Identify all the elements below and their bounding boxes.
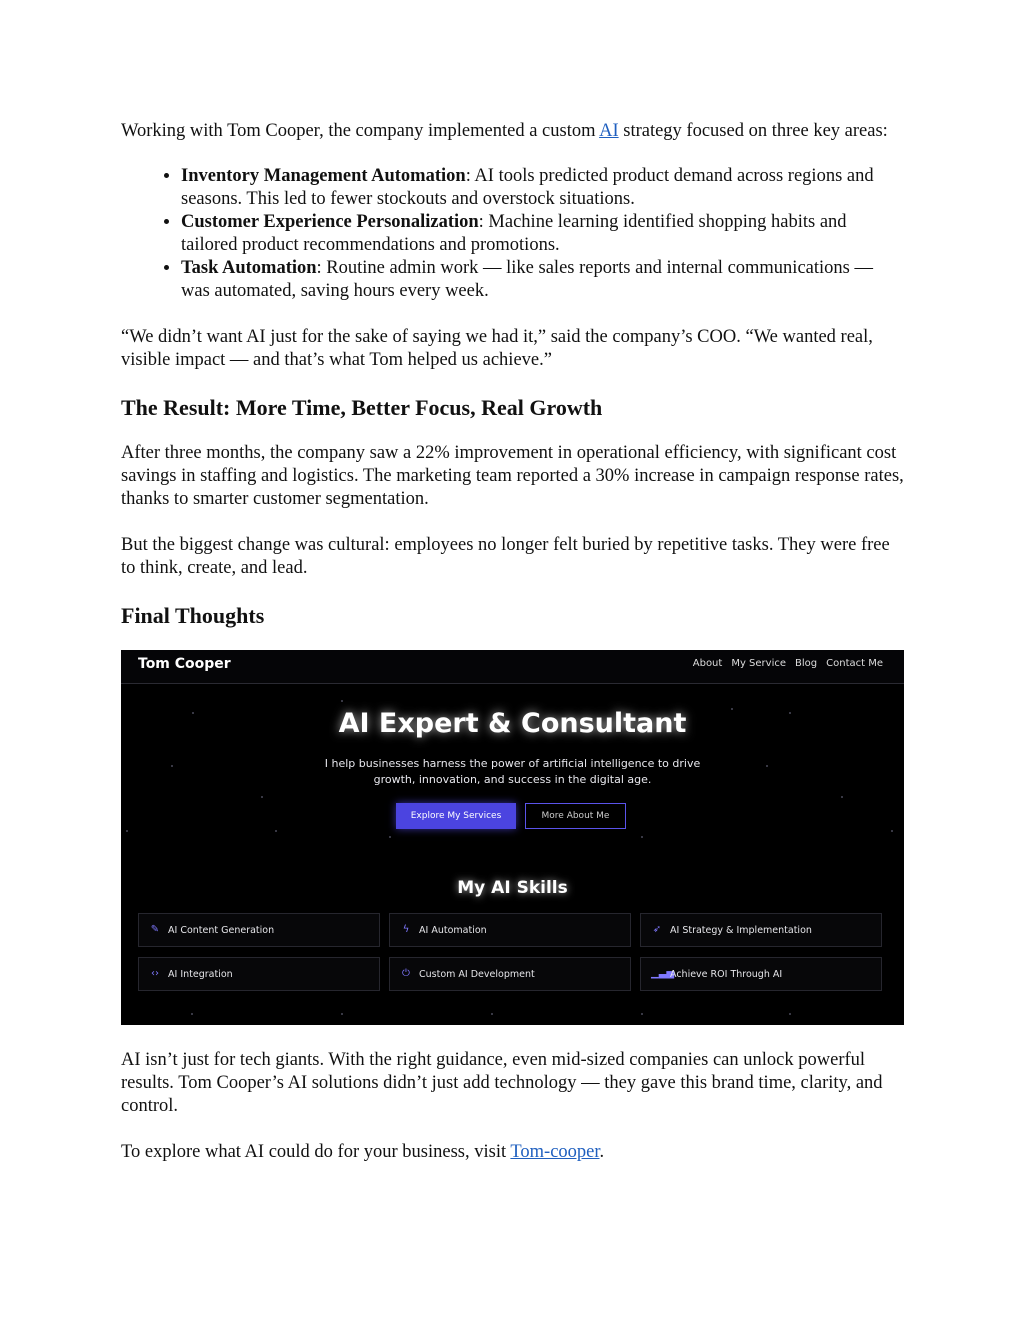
nav-blog[interactable]: Blog xyxy=(795,658,818,669)
star-dot xyxy=(275,830,277,832)
list-item-title: Task Automation xyxy=(181,258,317,278)
explore-services-button[interactable]: Explore My Services xyxy=(396,803,516,829)
star-dot xyxy=(341,700,343,702)
more-about-me-button[interactable]: More About Me xyxy=(525,803,626,829)
result-paragraph-1: After three months, the company saw a 22% improvement in operational efficiency, with significant cost savings in staffing and logistics. The marketing team reported a 30% increase in campaign response rates, thanks to smarter customer segmentation. xyxy=(121,443,904,509)
star-dot xyxy=(641,836,643,838)
star-dot xyxy=(789,1013,791,1015)
list-item-title: Inventory Management Automation xyxy=(181,166,466,186)
list-item xyxy=(181,165,904,211)
code-icon: ‹› xyxy=(151,968,159,979)
article xyxy=(121,120,904,1164)
hero-title: AI Expert & Consultant xyxy=(338,708,687,739)
hero-subtitle: I help businesses harness the power of artificial intelligence to drive growth, innovation, and success in the digital age. xyxy=(324,757,701,786)
nav-my-service[interactable]: My Service xyxy=(731,658,787,669)
nav-contact-me[interactable]: Contact Me xyxy=(826,658,883,669)
star-dot xyxy=(891,830,893,832)
site-brand[interactable]: Tom Cooper xyxy=(138,656,231,672)
list-item xyxy=(181,211,904,257)
skill-card[interactable] xyxy=(640,957,882,991)
skill-label: AI Automation xyxy=(419,924,487,936)
closing-paragraph: AI isn’t just for tech giants. With the right guidance, even mid-sized companies can unlock powerful results. Tom Cooper’s AI solutions didn’t just add technology — they gave this brand time, clarity, and control. xyxy=(121,1050,883,1116)
star-dot xyxy=(171,765,173,767)
tom-cooper-link[interactable]: Tom-cooper xyxy=(510,1142,600,1162)
cta-text-end: . xyxy=(599,1142,605,1162)
skill-card[interactable] xyxy=(138,913,380,947)
star-dot xyxy=(491,1013,493,1015)
star-dot xyxy=(341,1013,343,1015)
star-dot xyxy=(841,796,843,798)
site-navbar xyxy=(121,650,904,684)
skill-card[interactable] xyxy=(138,957,380,991)
website-screenshot xyxy=(121,650,904,1025)
lightning-icon: ϟ xyxy=(402,924,410,935)
final-thoughts-heading: Final Thoughts xyxy=(121,603,265,628)
nav-about[interactable]: About xyxy=(692,658,723,669)
star-dot xyxy=(261,796,263,798)
intro-text: Working with Tom Cooper, the company implemented a custom xyxy=(121,121,600,141)
cta-text: To explore what AI could do for your business, visit xyxy=(121,1142,511,1162)
cta-paragraph xyxy=(121,1141,904,1164)
star-dot xyxy=(389,836,391,838)
skill-card[interactable] xyxy=(389,957,631,991)
list-item-text: : Machine learning identified shopping habits and tailored product recommendations and promotions. xyxy=(181,212,847,255)
result-paragraph-2: But the biggest change was cultural: employees no longer felt buried by repetitive tasks. They were free to think, create, and lead. xyxy=(121,535,890,578)
star-dot xyxy=(126,830,128,832)
list-item-title: Customer Experience Personalization xyxy=(181,212,479,232)
skill-label: AI Integration xyxy=(168,968,233,980)
focus-areas-list xyxy=(121,165,904,303)
rocket-icon: ➶ xyxy=(652,924,662,935)
list-item-text: : Routine admin work — like sales reports and internal communications — was automated, saving hours every week. xyxy=(181,258,873,301)
skill-label: Achieve ROI Through AI xyxy=(670,968,783,980)
intro-paragraph xyxy=(121,120,904,143)
list-item-text: : AI tools predicted product demand across regions and seasons. This led to fewer stockouts and overstock situations. xyxy=(181,166,874,209)
skill-card[interactable] xyxy=(389,913,631,947)
star-dot xyxy=(641,1013,643,1015)
chart-icon: ▁▃▅ xyxy=(651,968,675,979)
list-item xyxy=(181,257,904,303)
skill-card[interactable] xyxy=(640,913,882,947)
pen-icon: ✎ xyxy=(150,924,160,935)
site-nav-links xyxy=(693,658,883,669)
intro-text-end: strategy focused on three key areas: xyxy=(618,121,888,141)
result-heading: The Result: More Time, Better Focus, Real Growth xyxy=(121,395,603,420)
skill-label: AI Strategy & Implementation xyxy=(670,924,812,936)
skill-label: AI Content Generation xyxy=(168,924,275,936)
coo-quote: “We didn’t want AI just for the sake of saying we had it,” said the company’s COO. “We wanted real, visible impact — and that’s what Tom helped us achieve.” xyxy=(121,327,873,370)
skill-label: Custom AI Development xyxy=(419,968,535,980)
power-icon: ⏻ xyxy=(402,968,410,979)
star-dot xyxy=(191,1013,193,1015)
skills-title: My AI Skills xyxy=(457,878,568,898)
ai-link[interactable]: AI xyxy=(599,121,619,141)
star-dot xyxy=(766,765,768,767)
